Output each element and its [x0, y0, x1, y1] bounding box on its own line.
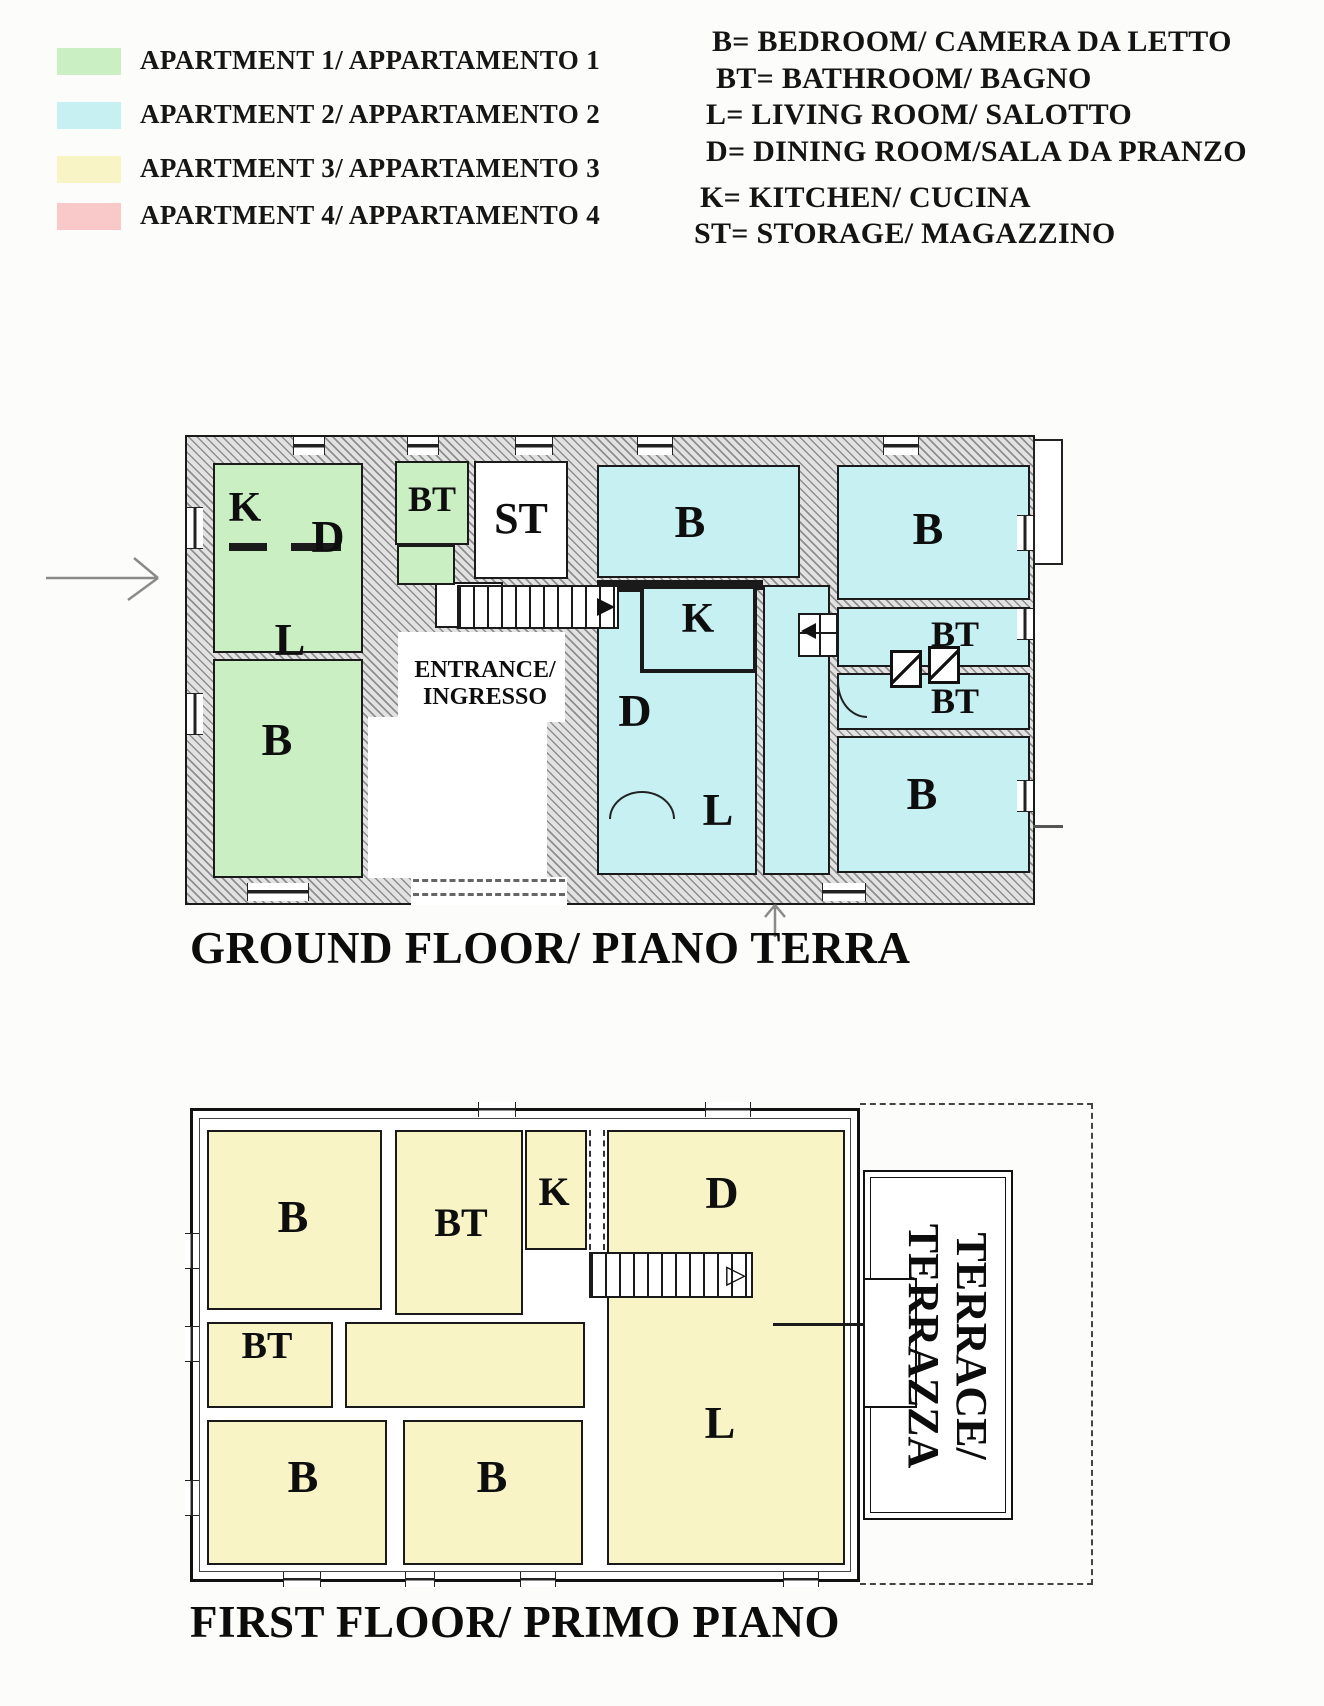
room-label-bathroom2-apt2: BT	[930, 681, 980, 721]
first-floor-title: FIRST FLOOR/ PRIMO PIANO	[190, 1597, 840, 1647]
gf-window-icon	[822, 883, 866, 901]
gf-porch	[368, 717, 547, 878]
terrace-label-line1: TERRACE/	[947, 1232, 996, 1460]
room-label-kitchen-apt2: K	[681, 596, 715, 642]
legend-label-apartment-1: APARTMENT 1/ APPARTAMENTO 1	[140, 45, 601, 75]
room-label-kitchen-apt1: K	[228, 485, 262, 531]
room-label-bedroom-apt1: B	[261, 714, 293, 765]
gf-window-icon	[187, 693, 203, 735]
entrance-label-line1: ENTRANCE/	[414, 657, 556, 683]
legend-label-apartment-2: APARTMENT 2/ APPARTAMENTO 2	[140, 99, 601, 129]
room-label-living-apt2: L	[702, 784, 734, 835]
gf-side-line	[1033, 825, 1063, 828]
legend-swatch-apartment-2	[57, 102, 121, 129]
room-label-dining-apt3: D	[705, 1167, 739, 1218]
gf-dashed-line-1	[413, 879, 565, 882]
room-label-bedroom2-apt3: B	[287, 1451, 319, 1502]
ff-dashed-partition-1	[589, 1130, 591, 1250]
first-floor-plan	[185, 1045, 1105, 1605]
legend-line-storage: ST= STORAGE/ MAGAZZINO	[694, 217, 1116, 250]
ff-window-icon	[185, 1480, 199, 1516]
gf-winder-arrow	[801, 623, 816, 639]
gf-window-icon	[1017, 780, 1033, 812]
entry-arrow-icon	[42, 552, 166, 608]
gf-main-staircase	[457, 585, 619, 629]
gf-window-icon	[247, 883, 309, 901]
entrance-label-line2: INGRESSO	[422, 684, 548, 710]
room-label-kitchen-apt3: K	[538, 1169, 570, 1214]
gf-window-icon	[637, 437, 673, 455]
ff-terrace-threshold-line	[773, 1323, 865, 1326]
ff-corridor-apt3	[345, 1322, 585, 1408]
room-label-bedroom1-apt3: B	[277, 1191, 309, 1242]
legend-line-bathroom: BT= BATHROOM/ BAGNO	[716, 62, 1092, 95]
legend-swatch-apartment-1	[57, 48, 121, 75]
room-label-bedroom1-apt2: B	[674, 496, 706, 547]
ground-floor-title: GROUND FLOOR/ PIANO TERRA	[190, 923, 911, 973]
room-label-bathroom2-apt3: BT	[241, 1325, 293, 1367]
room-label-living-apt1: L	[274, 614, 306, 665]
gf-window-icon	[407, 437, 439, 455]
terrace-label	[899, 1176, 995, 1516]
legend-label-apartment-3: APARTMENT 3/ APPARTAMENTO 3	[140, 153, 601, 183]
room-label-bathroom1-apt2: BT	[930, 614, 980, 654]
gf-dashed-line-2	[413, 893, 565, 896]
gf-bath-fixture-1	[890, 650, 922, 688]
ff-window-icon	[520, 1572, 556, 1587]
legend-line-kitchen: K= KITCHEN/ CUCINA	[700, 181, 1031, 214]
ff-dashed-partition-2	[603, 1130, 605, 1250]
ff-window-icon	[478, 1102, 516, 1117]
entrance-label	[411, 657, 559, 711]
gf-window-icon	[1017, 608, 1033, 640]
room-label-dining-apt2: D	[618, 685, 652, 736]
ff-window-icon	[185, 1326, 199, 1362]
legend-line-living: L= LIVING ROOM/ SALOTTO	[706, 98, 1133, 131]
room-label-bedroom3-apt2: B	[906, 768, 938, 819]
terrace-label-line2: TERRAZZA	[899, 1223, 948, 1469]
gf-stair-direction-arrow	[597, 598, 615, 616]
legend-label-apartment-4: APARTMENT 4/ APPARTAMENTO 4	[140, 200, 601, 230]
gf-side-annex	[1033, 439, 1063, 565]
ff-window-icon	[405, 1572, 435, 1587]
gf-hall-apt1	[397, 545, 455, 585]
ff-window-icon	[283, 1572, 321, 1587]
room-label-dining-apt1: D	[311, 511, 345, 562]
gf-room-bedroom-apt1	[213, 659, 363, 878]
ff-window-icon	[705, 1102, 751, 1117]
gf-window-icon	[1017, 515, 1033, 551]
room-label-living-apt3: L	[704, 1397, 736, 1448]
ff-stair-direction-arrow: ▷	[726, 1260, 746, 1290]
room-label-bedroom2-apt2: B	[912, 503, 944, 554]
gf-window-icon	[187, 507, 203, 549]
room-label-bathroom-apt1: BT	[407, 479, 457, 519]
gf-wall-kitchen	[229, 543, 267, 551]
ground-floor-plan	[185, 395, 1065, 915]
gf-window-icon	[293, 437, 325, 455]
legend-line-dining: D= DINING ROOM/SALA DA PRANZO	[706, 135, 1247, 168]
gf-window-icon	[515, 437, 553, 455]
ff-window-icon	[185, 1233, 199, 1269]
legend-swatch-apartment-3	[57, 156, 121, 183]
room-label-bedroom3-apt3: B	[476, 1451, 508, 1502]
room-label-storage: ST	[494, 494, 548, 543]
gf-window-icon	[883, 437, 919, 455]
legend-line-bedroom: B= BEDROOM/ CAMERA DA LETTO	[712, 25, 1232, 58]
legend-swatch-apartment-4	[57, 203, 121, 230]
room-label-bathroom1-apt3: BT	[434, 1200, 488, 1245]
ff-window-icon	[783, 1572, 819, 1587]
